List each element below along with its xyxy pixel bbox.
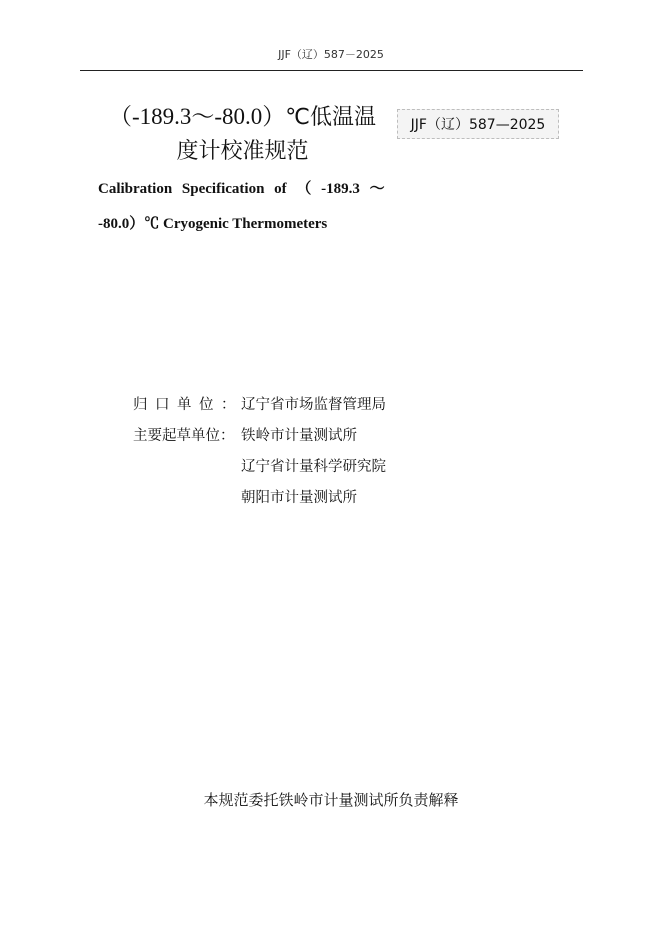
- drafting-unit-row: [133, 486, 386, 517]
- drafting-unit-3: 朝阳市计量测试所: [241, 490, 357, 506]
- responsible-unit-label: 归口单位：: [133, 397, 243, 413]
- drafting-unit-1: 铁岭市计量测试所: [241, 428, 357, 444]
- responsible-unit-value: 辽宁省市场监督管理局: [241, 397, 386, 413]
- drafting-unit-2: 辽宁省计量科学研究院: [241, 459, 386, 475]
- drafting-unit-row: [133, 455, 386, 486]
- title-line-1: [90, 100, 395, 135]
- header-standard-code: JJF（辽）587－2025: [278, 48, 384, 61]
- english-title-line-1: Calibration Specification of （ -189.3 ～: [98, 181, 385, 197]
- english-title-line-2: -80.0）℃ Cryogenic Thermometers: [98, 216, 328, 232]
- interpretation-note: 本规范委托铁岭市计量测试所负责解释: [203, 791, 459, 809]
- chinese-title: [90, 100, 395, 169]
- standard-code-badge: JJF（辽）587—2025: [397, 109, 559, 139]
- title-line-2: 度计校准规范: [176, 139, 309, 164]
- title-line-1-text: ℃低温温: [285, 105, 377, 130]
- title-temperature-range: （-189.3～-80.0）: [108, 104, 286, 129]
- header-divider: [80, 70, 583, 71]
- organization-list: [133, 393, 386, 517]
- drafting-unit-label: 主要起草单位：: [133, 428, 235, 444]
- drafting-unit-row: [133, 424, 386, 455]
- responsible-unit-row: [133, 393, 386, 424]
